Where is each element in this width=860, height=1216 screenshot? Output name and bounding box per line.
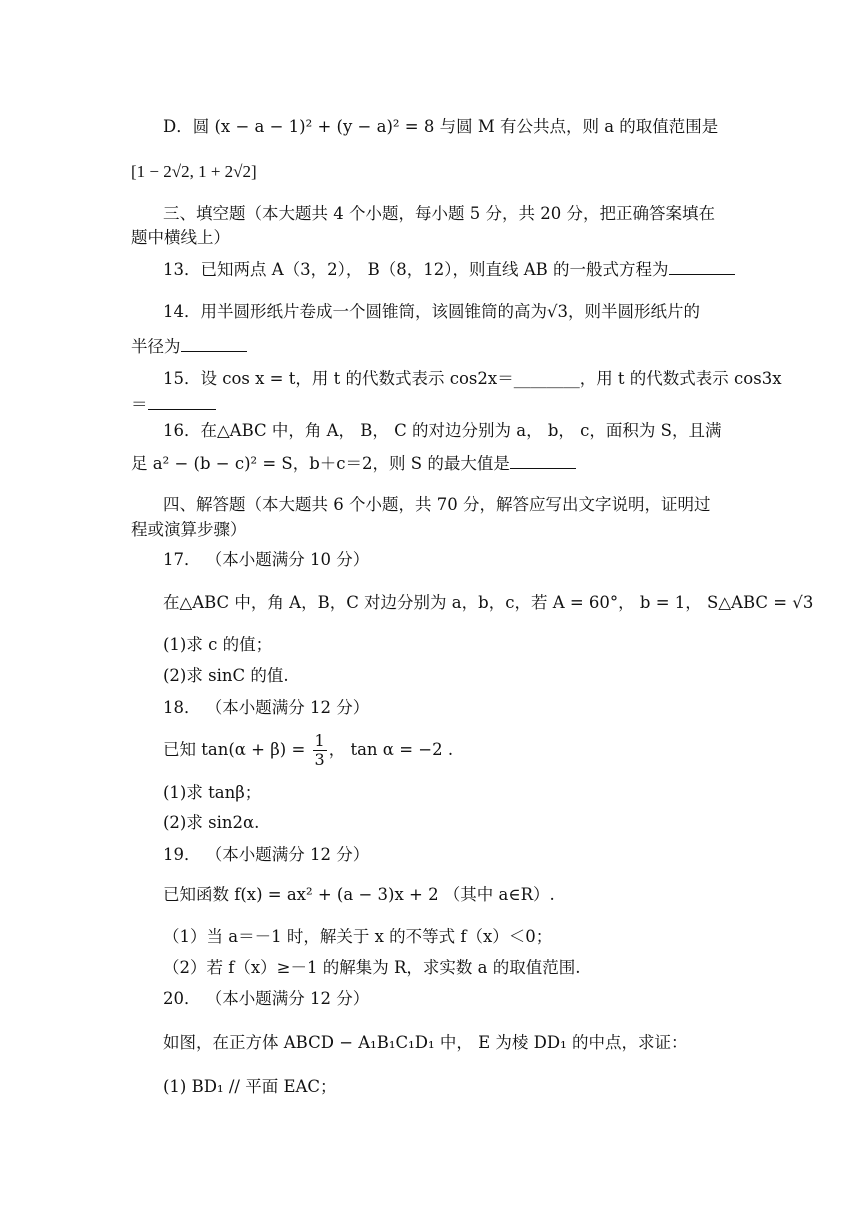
fraction: $\frac{1}{3}$ (314, 731, 325, 769)
question-17-body: 在△ABC 中，角 A，B，C 对边分别为 a，b，c，若 A = 60°， b = 1， S△ABC = √3 (163, 593, 814, 612)
question-19-heading: 19． （本小题满分 12 分） (163, 845, 370, 864)
section-4-heading: 四、解答题（本大题共 6 个小题，共 70 分，解答应写出文字说明，证明过 (163, 495, 711, 514)
question-15-line-2: ＝ (131, 393, 216, 416)
section-4-heading-cont: 程或演算步骤） (131, 520, 247, 539)
question-13: 13．已知两点 A（3，2）， B（8，12），则直线 AB 的一般式方程为 (163, 258, 735, 281)
question-18-heading: 18． （本小题满分 12 分） (163, 698, 370, 717)
answer-blank (510, 452, 576, 469)
question-16-line-1: 16．在△ABC 中，角 A， B， C 的对边分别为 a， b， c，面积为 S，且满 (163, 421, 722, 440)
question-19-body: 已知函数 f(x) = ax² + (a − 3)x + 2 （其中 a∈R）. (163, 885, 555, 904)
question-14-line-1: 14．用半圆形纸片卷成一个圆锥筒，该圆锥筒的高为√3，则半圆形纸片的 (163, 302, 701, 321)
question-17-part-1: (1)求 c 的值； (163, 635, 273, 654)
section-3-heading-cont: 题中横线上） (131, 228, 230, 247)
question-18-body: 已知 tan(α + β) = $\frac{1}{3}$ ， tan α = −2 . (163, 731, 454, 769)
question-14-line-2: 半径为 (131, 335, 247, 358)
question-19-part-2: （2）若 f（x）≥－1 的解集为 R，求实数 a 的取值范围. (163, 958, 581, 977)
answer-blank (669, 258, 735, 275)
option-d-line-1: D．圆 (x − a − 1)² + (y − a)² = 8 与圆 M 有公共点，则 a 的取值范围是 (163, 117, 719, 136)
question-16-line-2: 足 a² − (b − c)² = S，b＋c＝2，则 S 的最大值是 (131, 452, 576, 475)
option-d-range: [1 − 2√2, 1 + 2√2] (131, 162, 257, 181)
section-3-heading: 三、填空题（本大题共 4 个小题，每小题 5 分，共 20 分，把正确答案填在 (163, 204, 715, 223)
answer-blank (148, 393, 216, 410)
question-20-heading: 20． （本小题满分 12 分） (163, 989, 370, 1008)
question-20-part-1: (1) BD₁ // 平面 EAC； (163, 1077, 337, 1096)
question-17-part-2: (2)求 sinC 的值. (163, 666, 289, 685)
question-20-body: 如图，在正方体 ABCD − A₁B₁C₁D₁ 中， E 为棱 DD₁ 的中点，求证： (163, 1033, 688, 1052)
question-17-heading: 17． （本小题满分 10 分） (163, 550, 370, 569)
question-15-line-1: 15．设 cos x = t，用 t 的代数式表示 cos2x＝________，用 t 的代数式表示 cos3x (163, 369, 782, 388)
answer-blank (181, 335, 247, 352)
question-19-part-1: （1）当 a＝－1 时，解关于 x 的不等式 f（x）＜0； (163, 927, 553, 946)
question-18-part-2: (2)求 sin2α. (163, 813, 260, 832)
question-18-part-1: (1)求 tanβ； (163, 783, 262, 802)
